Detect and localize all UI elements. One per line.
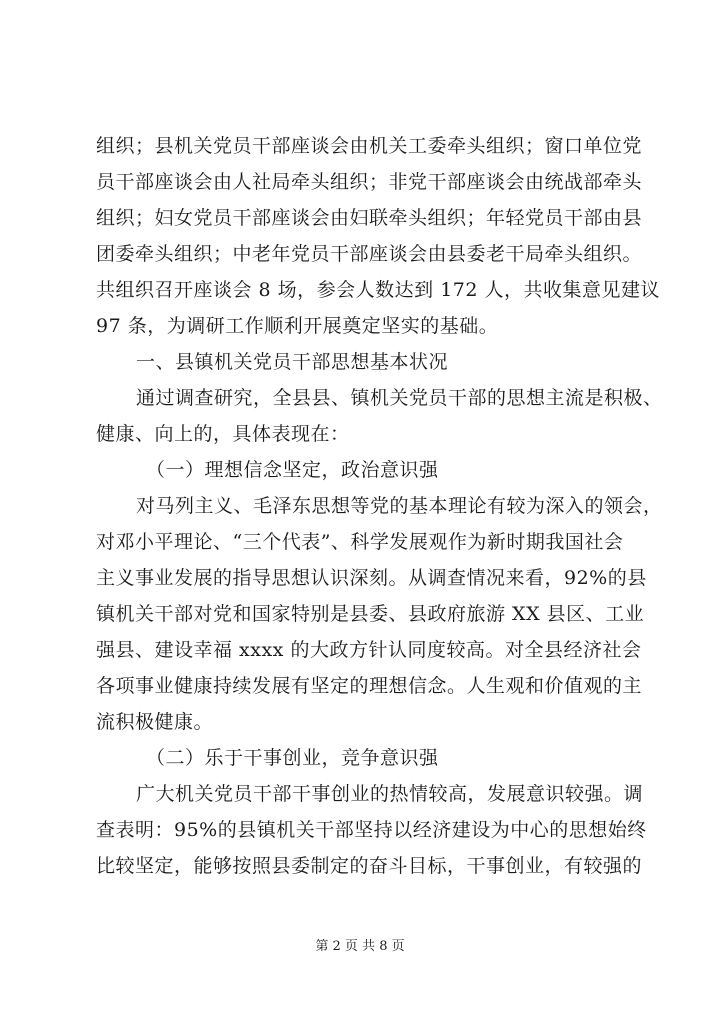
- body-line: 对邓小平理论、“三个代表”、科学发展观作为新时期我国社会: [96, 531, 624, 553]
- paragraph-first-line: 对马列主义、毛泽东思想等党的基本理论有较为深入的领会，: [136, 495, 663, 517]
- page-number-footer: 第 2 页 共 8 页: [315, 939, 405, 954]
- body-line: 97 条，为调研工作顺利开展奠定坚实的基础。: [96, 315, 499, 337]
- subsection-heading: （一）理想信念坚定，政治意识强: [146, 459, 439, 481]
- body-line: 查表明：95%的县镇机关干部坚持以经济建设为中心的思想始终: [96, 819, 647, 841]
- paragraph-first-line: 通过调查研究，全县县、镇机关党员干部的思想主流是积极、: [136, 387, 663, 409]
- paragraph-first-line: 广大机关党员干部干事创业的热情较高，发展意识较强。调: [136, 783, 644, 805]
- body-line: 组织；妇女党员干部座谈会由妇联牵头组织；年轻党员干部由县: [96, 207, 643, 229]
- body-line: 比较坚定，能够按照县委制定的奋斗目标，干事创业，有较强的: [96, 855, 643, 877]
- body-line: 共组织召开座谈会 8 场，参会人数达到 172 人，共收集意见建议: [96, 279, 661, 301]
- body-line: 强县、建设幸福 xxxx 的大政方针认同度较高。对全县经济社会: [96, 639, 642, 661]
- body-line: 团委牵头组织；中老年党员干部座谈会由县委老干局牵头组织。: [96, 243, 643, 265]
- body-line: 各项事业健康持续发展有坚定的理想信念。人生观和价值观的主: [96, 675, 643, 697]
- body-line: 镇机关干部对党和国家特别是县委、县政府旅游 XX 县区、工业: [96, 603, 645, 625]
- subsection-heading: （二）乐于干事创业，竞争意识强: [146, 747, 439, 769]
- section-heading: 一、县镇机关党员干部思想基本状况: [136, 351, 449, 373]
- body-line: 主义事业发展的指导思想认识深刻。从调查情况来看，92%的县: [96, 567, 647, 589]
- document-body: [96, 128, 663, 884]
- body-line: 健康、向上的，具体表现在：: [96, 423, 350, 445]
- body-line: 组织；县机关党员干部座谈会由机关工委牵头组织；窗口单位党: [96, 135, 643, 157]
- body-line: 员干部座谈会由人社局牵头组织；非党干部座谈会由统战部牵头: [96, 171, 643, 193]
- body-line: 流积极健康。: [96, 711, 214, 733]
